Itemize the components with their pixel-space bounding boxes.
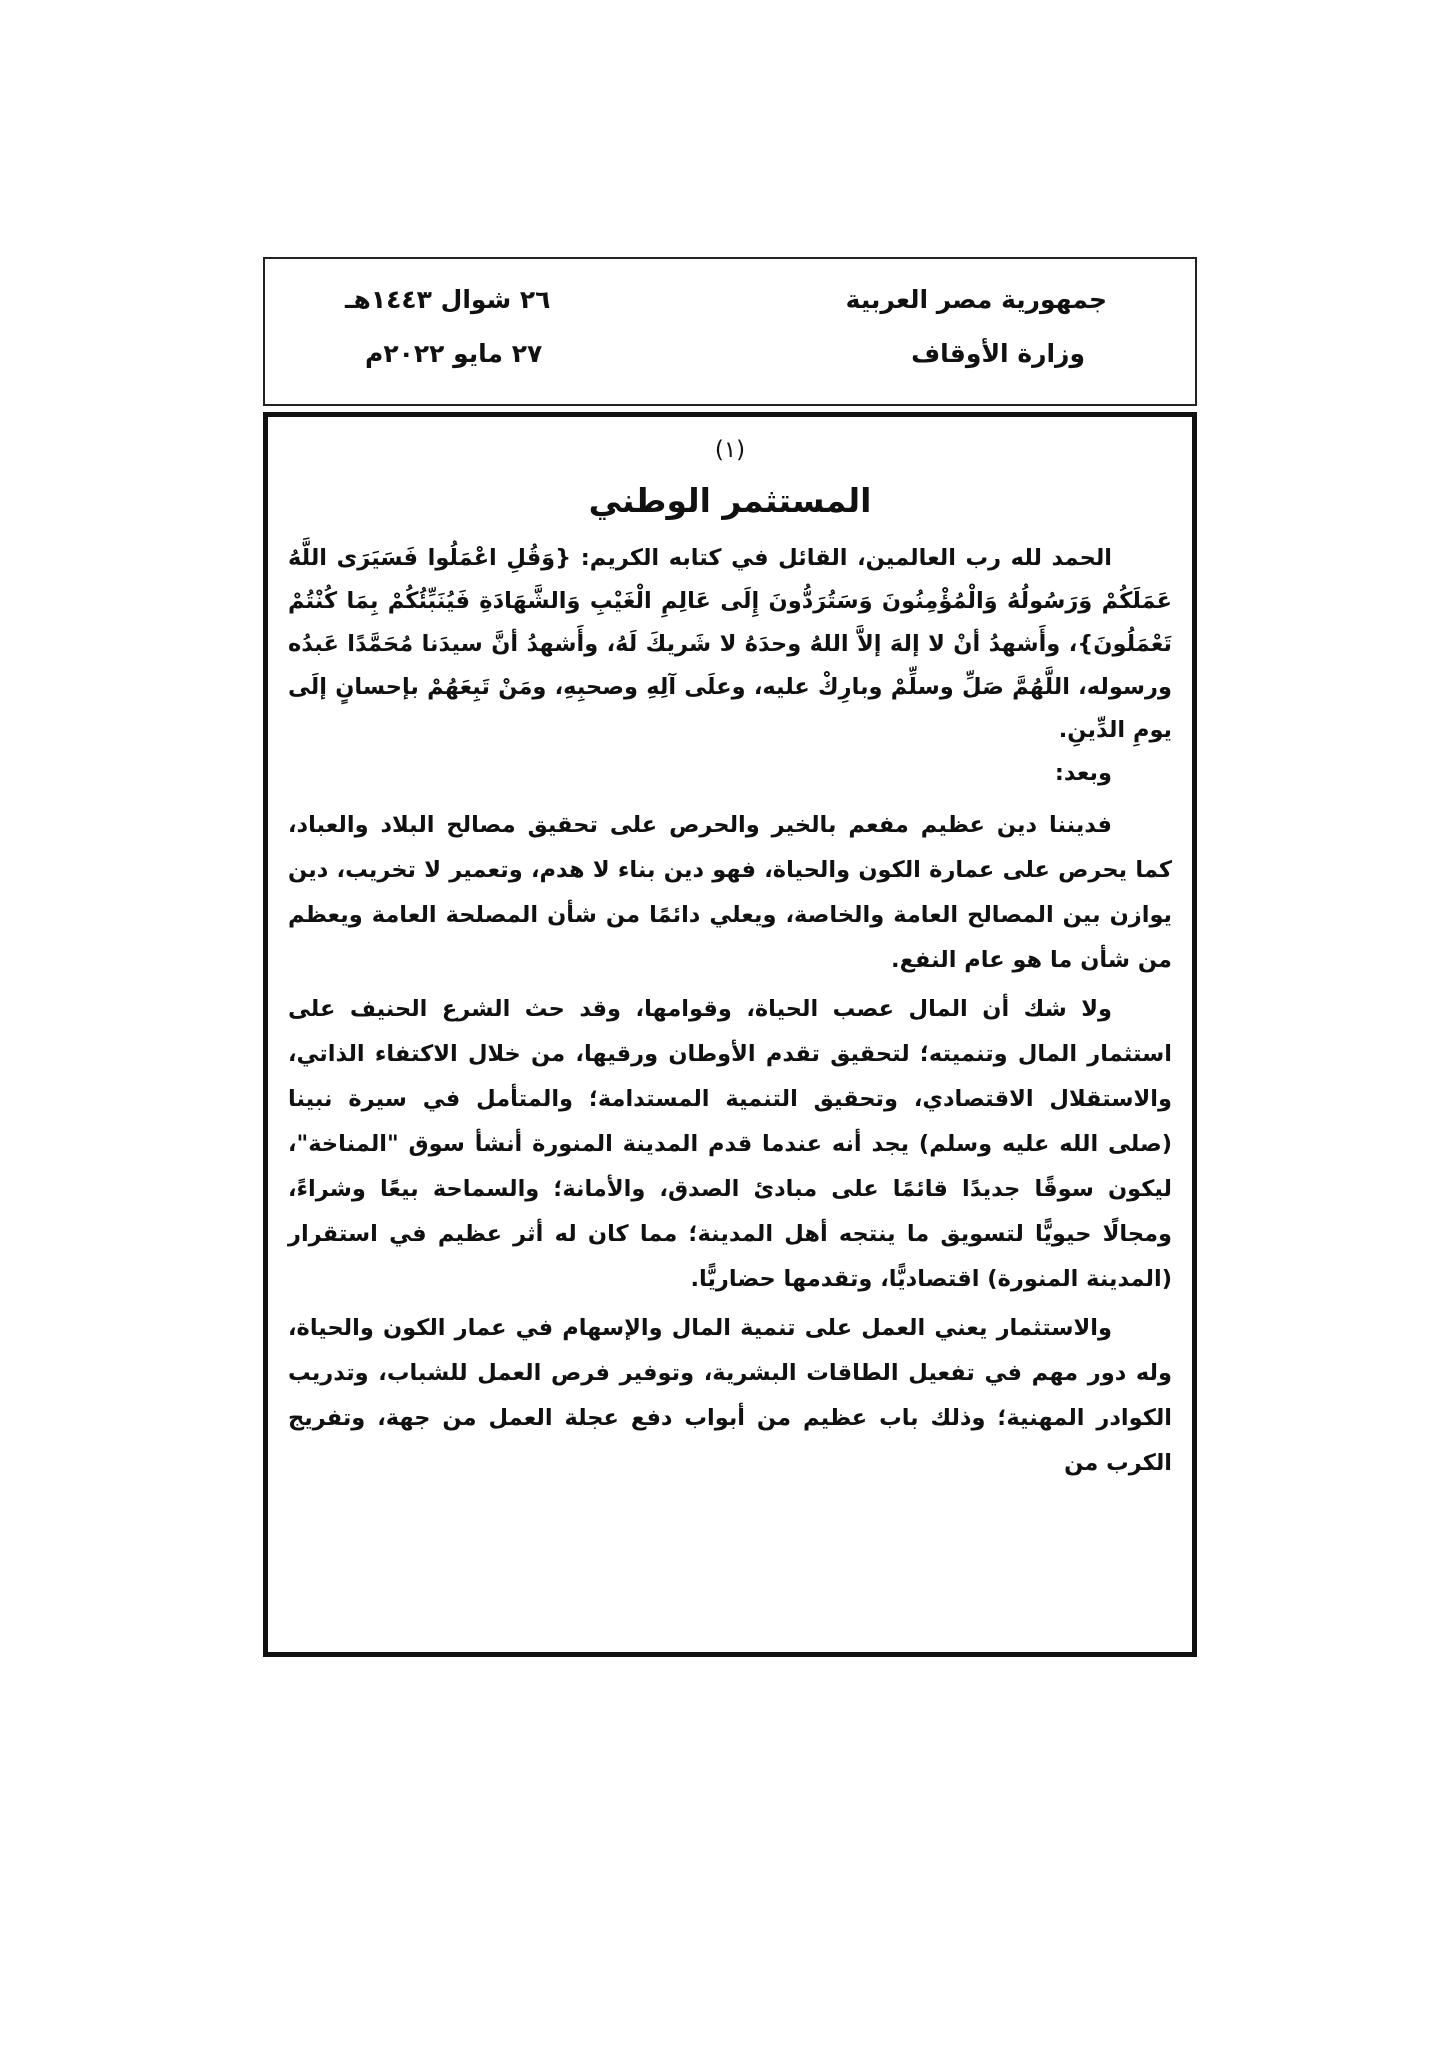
hijri-date: ٢٦ شوال ١٤٤٣هـ <box>345 285 551 314</box>
document-header <box>263 257 1197 406</box>
gregorian-date: ٢٧ مايو ٢٠٢٢م <box>365 339 543 368</box>
paragraph-2: ولا شك أن المال عصب الحياة، وقوامها، وقد حث الشرع الحنيف على استثمار المال وتنميته؛ لتحقيق تقدم الأوطان ورقيها، من خلال الاكتفاء الذاتي، والاستقلال الاقتصادي، وتحقيق التنمية المستدامة؛ والمتأمل في سيرة نبينا (صلى الله عليه وسلم) يجد أنه عندما قدم المدينة المنورة أنشأ سوق "المناخة"، ليكون سوقًا جديدًا قائمًا على مبادئ الصدق، والأمانة؛ والسماحة بيعًا وشراءً، ومجالًا حيويًّا لتسويق ما ينتجه أهل المدينة؛ مما كان له أثر عظيم في استقرار (المدينة المنورة) اقتصاديًّا، وتقدمها حضاريًّا. <box>288 996 1172 1292</box>
page-number: (١) <box>714 437 746 463</box>
ministry-name: وزارة الأوقاف <box>911 339 1085 368</box>
document-body <box>263 412 1197 1657</box>
paragraph-3: والاستثمار يعني العمل على تنمية المال والإسهام في عمار الكون والحياة، وله دور مهم في تفعيل الطاقات البشرية، وتوفير فرص العمل للشباب، وتدريب الكوادر المهنية؛ وذلك باب عظيم من أبواب دفع عجلة العمل من جهة، وتفريج الكرب من <box>288 1315 1172 1476</box>
page-title: المستثمر الوطني <box>588 481 872 520</box>
paragraph-after: وبعد: <box>1054 760 1112 786</box>
paragraph-intro: الحمد لله رب العالمين، القائل في كتابه الكريم: {وَقُلِ اعْمَلُوا فَسَيَرَى اللَّهُ عَمَلَكُمْ وَرَسُولُهُ وَالْمُؤْمِنُونَ وَسَتُرَدُّونَ إِلَى عَالِمِ الْغَيْبِ وَالشَّهَادَةِ فَيُنَبِّئُكُمْ بِمَا كُنْتُمْ تَعْمَلُونَ}، وأَشهدُ أنْ لا إلهَ إلاَّ اللهُ وحدَهُ لا شَريكَ لَهُ، وأَشهدُ أنَّ سيدَنا مُحَمَّدًا عَبدُه ورسوله، اللَّهُمَّ صَلِّ وسلِّمْ وبارِكْ عليه، وعلَى آلِهِ وصحبِهِ، ومَنْ تَبِعَهُمْ بإحسانٍ إلَى يومِ الدِّينِ. <box>288 545 1172 743</box>
sermon-text <box>288 537 1172 1490</box>
country-name: جمهورية مصر العربية <box>845 285 1107 314</box>
paragraph-1: فديننا دين عظيم مفعم بالخير والحرص على تحقيق مصالح البلاد والعباد، كما يحرص على عمارة الكون والحياة، فهو دين بناء لا هدم، وتعمير لا تخريب، دين يوازن بين المصالح العامة والخاصة، ويعلي دائمًا من شأن المصلحة العامة ويعظم من شأن ما هو عام النفع. <box>288 812 1172 973</box>
